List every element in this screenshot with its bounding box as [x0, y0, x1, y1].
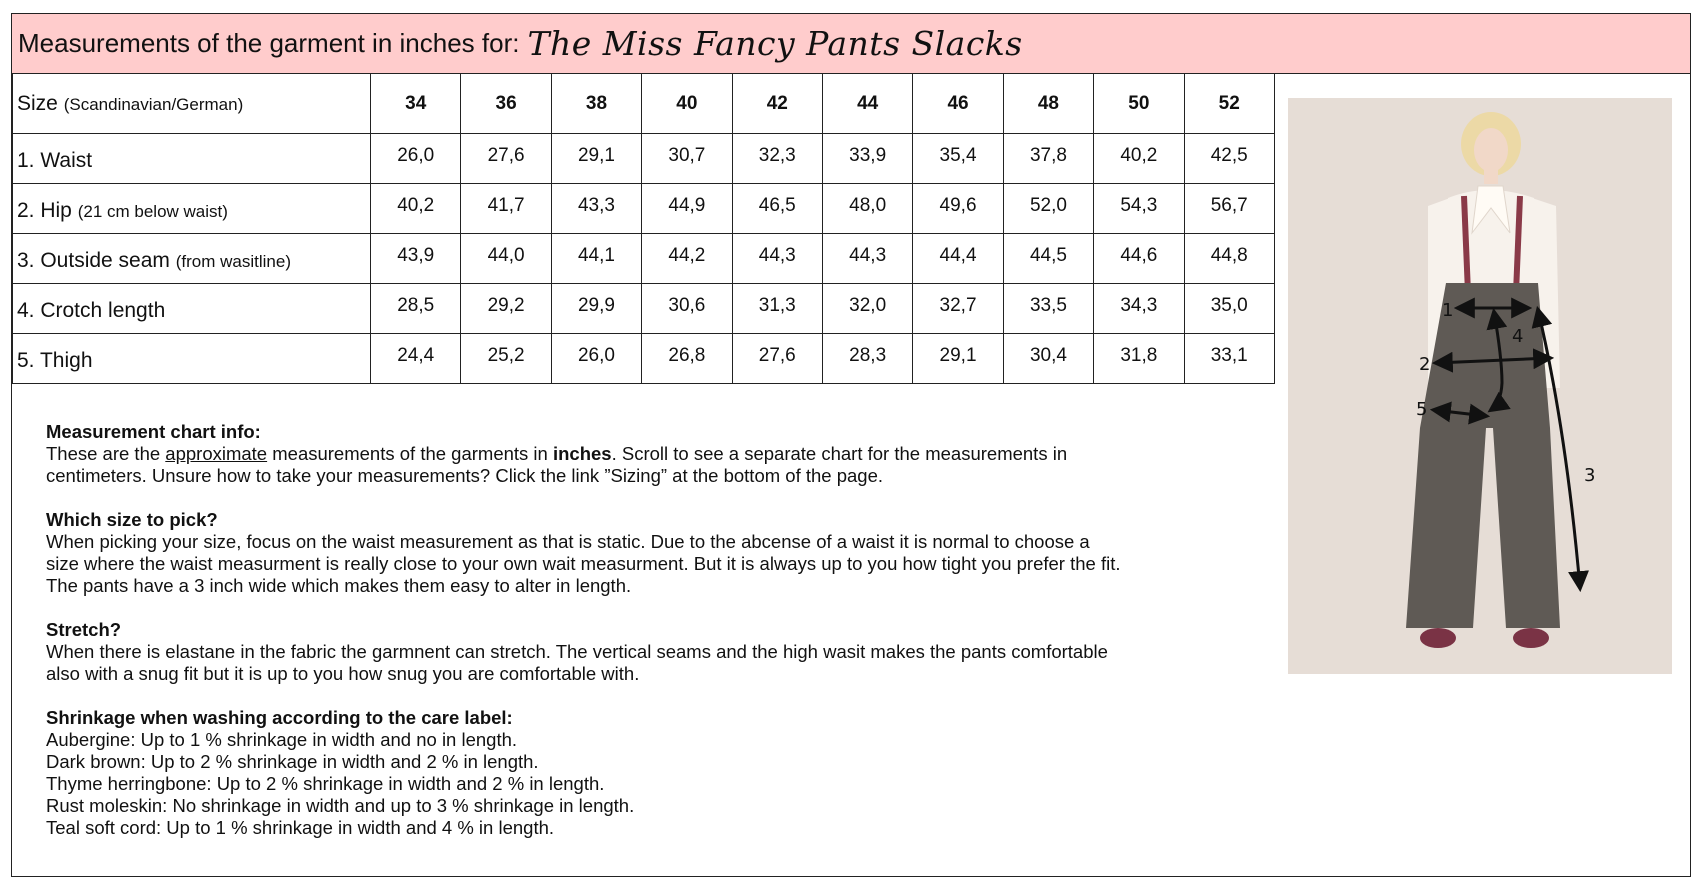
- measurement-cell: 44,1: [551, 234, 641, 284]
- size-label-cell: [13, 74, 371, 134]
- shrinkage-line: Thyme herringbone: Up to 2 % shrinkage in width and 2 % in length.: [46, 773, 605, 794]
- measurement-cell: 28,3: [822, 334, 912, 384]
- row-label: 1. Waist: [17, 149, 93, 172]
- stretch-title: Stretch?: [46, 619, 122, 640]
- measurement-cell: 29,9: [551, 284, 641, 334]
- measurement-cell: 40,2: [1094, 134, 1184, 184]
- measurement-cell: 52,0: [1003, 184, 1093, 234]
- measurement-cell: 33,1: [1184, 334, 1274, 384]
- measurement-cell: 28,5: [371, 284, 461, 334]
- size-label: Size: [17, 91, 58, 115]
- suspender-right: [1516, 196, 1520, 293]
- measurement-cell: 44,5: [1003, 234, 1093, 284]
- marker-3: 3: [1584, 465, 1596, 486]
- measurement-cell: 26,0: [551, 334, 641, 384]
- chart-info-title: Measurement chart info:: [46, 421, 261, 442]
- measurement-cell: 49,6: [913, 184, 1003, 234]
- measurement-cell: 46,5: [732, 184, 822, 234]
- measurement-cell: 26,8: [642, 334, 732, 384]
- product-name: The Miss Fancy Pants Slacks: [527, 24, 1023, 63]
- stretch-line: also with a snug fit but it is up to you how snug you are comfortable with.: [46, 663, 640, 684]
- measurement-cell: 35,4: [913, 134, 1003, 184]
- size-pick-line: The pants have a 3 inch wide which makes them easy to alter in length.: [46, 575, 632, 596]
- chart-info-line-1: These are the approximate measurements of the garments in inches. Scroll to see a separate chart for the measurements in: [46, 443, 1068, 464]
- chart-info-line-2: centimeters. Unsure how to take your measurements? Click the link ”Sizing” at the bottom of the page.: [46, 465, 884, 486]
- inches-word: inches: [552, 443, 612, 464]
- chart-info: [46, 421, 1246, 487]
- title-bar: [12, 14, 1690, 74]
- model-photo-illustration: [1288, 98, 1672, 674]
- measurement-cell: 31,3: [732, 284, 822, 334]
- face-shape: [1474, 128, 1508, 172]
- measurement-cell: 54,3: [1094, 184, 1184, 234]
- shrinkage-line: Rust moleskin: No shrinkage in width and up to 3 % shrinkage in length.: [46, 795, 635, 816]
- row-label-cell: [13, 284, 371, 334]
- measurement-cell: 56,7: [1184, 184, 1274, 234]
- left-shoe-shape: [1420, 628, 1456, 648]
- measurement-cell: 29,1: [551, 134, 641, 184]
- row-label-cell: [13, 134, 371, 184]
- measurement-cell: 27,6: [461, 134, 551, 184]
- stretch-line: When there is elastane in the fabric the garmnent can stretch. The vertical seams and the high wasit makes the pants comfortable: [46, 641, 1108, 662]
- measurement-cell: 44,6: [1094, 234, 1184, 284]
- measurement-cell: 35,0: [1184, 284, 1274, 334]
- measurement-cell: 44,8: [1184, 234, 1274, 284]
- measurement-cell: 44,0: [461, 234, 551, 284]
- measurement-cell: 24,4: [371, 334, 461, 384]
- measurement-cell: 33,9: [822, 134, 912, 184]
- measurement-cell: 32,3: [732, 134, 822, 184]
- shrinkage-line: Aubergine: Up to 1 % shrinkage in width and no in length.: [46, 729, 518, 750]
- size-note: (Scandinavian/German): [63, 94, 244, 114]
- row-label: 5. Thigh: [17, 349, 93, 372]
- row-label: 4. Crotch length: [17, 299, 166, 322]
- size-42: 42: [732, 74, 822, 134]
- measurement-cell: 32,0: [822, 284, 912, 334]
- measurement-cell: 33,5: [1003, 284, 1093, 334]
- shrinkage-title: Shrinkage when washing according to the care label:: [46, 707, 513, 728]
- size-36: 36: [461, 74, 551, 134]
- size-pick-title: Which size to pick?: [46, 509, 218, 530]
- measurement-cell: 43,9: [371, 234, 461, 284]
- table-row: [13, 284, 1275, 334]
- size-38: 38: [551, 74, 641, 134]
- measurement-cell: 26,0: [371, 134, 461, 184]
- measurement-cell: 44,3: [822, 234, 912, 284]
- measurement-cell: 44,3: [732, 234, 822, 284]
- measurement-cell: 29,2: [461, 284, 551, 334]
- suspender-left: [1464, 196, 1468, 293]
- size-46: 46: [913, 74, 1003, 134]
- neck-shape: [1484, 168, 1498, 184]
- measurement-cell: 42,5: [1184, 134, 1274, 184]
- measurement-sheet: [11, 13, 1691, 877]
- row-label-cell: [13, 234, 371, 284]
- row-label-cell: [13, 334, 371, 384]
- size-52: 52: [1184, 74, 1274, 134]
- stretch-info: [46, 619, 1246, 685]
- row-label: 2. Hip: [17, 199, 72, 222]
- size-44: 44: [822, 74, 912, 134]
- measurement-cell: 48,0: [822, 184, 912, 234]
- row-label: 3. Outside seam: [17, 249, 170, 272]
- right-shoe-shape: [1513, 628, 1549, 648]
- info-section: [46, 421, 1246, 861]
- measurement-cell: 44,9: [642, 184, 732, 234]
- marker-2: 2: [1419, 354, 1431, 375]
- table-row: [13, 334, 1275, 384]
- row-note: (21 cm below waist): [77, 202, 228, 221]
- marker-4: 4: [1512, 326, 1524, 347]
- measurement-cell: 27,6: [732, 334, 822, 384]
- size-pick-line: size where the waist measurment is really close to your own wait measurment. But it is always up to you how tight you prefer the fit.: [46, 553, 1121, 574]
- measurement-cell: 31,8: [1094, 334, 1184, 384]
- measurement-cell: 37,8: [1003, 134, 1093, 184]
- measurement-cell: 44,2: [642, 234, 732, 284]
- shrinkage-line: Dark brown: Up to 2 % shrinkage in width and 2 % in length.: [46, 751, 539, 772]
- size-table: [12, 73, 1275, 384]
- size-34: 34: [371, 74, 461, 134]
- size-50: 50: [1094, 74, 1184, 134]
- table-row: [13, 234, 1275, 284]
- title-lead: Measurements of the garment in inches for:: [18, 28, 520, 58]
- table-row: [13, 184, 1275, 234]
- measurement-cell: 43,3: [551, 184, 641, 234]
- measurement-cell: 30,6: [642, 284, 732, 334]
- measurement-cell: 44,4: [913, 234, 1003, 284]
- measurement-cell: 32,7: [913, 284, 1003, 334]
- marker-1: 1: [1442, 300, 1454, 321]
- shrinkage-line: Teal soft cord: Up to 1 % shrinkage in width and 4 % in length.: [46, 817, 555, 838]
- measurement-cell: 30,7: [642, 134, 732, 184]
- approximate-word: approximate: [165, 443, 268, 464]
- measurement-cell: 29,1: [913, 334, 1003, 384]
- row-note: (from wasitline): [175, 252, 291, 271]
- table-row: [13, 134, 1275, 184]
- size-40: 40: [642, 74, 732, 134]
- size-pick-line: When picking your size, focus on the waist measurement as that is static. Due to the abcense of a waist it is normal to choose a: [46, 531, 1090, 552]
- row-label-cell: [13, 184, 371, 234]
- measurement-cell: 41,7: [461, 184, 551, 234]
- measurement-cell: 34,3: [1094, 284, 1184, 334]
- shrinkage-info: [46, 707, 1246, 839]
- measurement-cell: 25,2: [461, 334, 551, 384]
- size-pick-info: [46, 509, 1246, 597]
- measurement-cell: 30,4: [1003, 334, 1093, 384]
- size-header-row: [13, 74, 1275, 134]
- measurement-cell: 40,2: [371, 184, 461, 234]
- marker-5: 5: [1416, 399, 1428, 420]
- size-48: 48: [1003, 74, 1093, 134]
